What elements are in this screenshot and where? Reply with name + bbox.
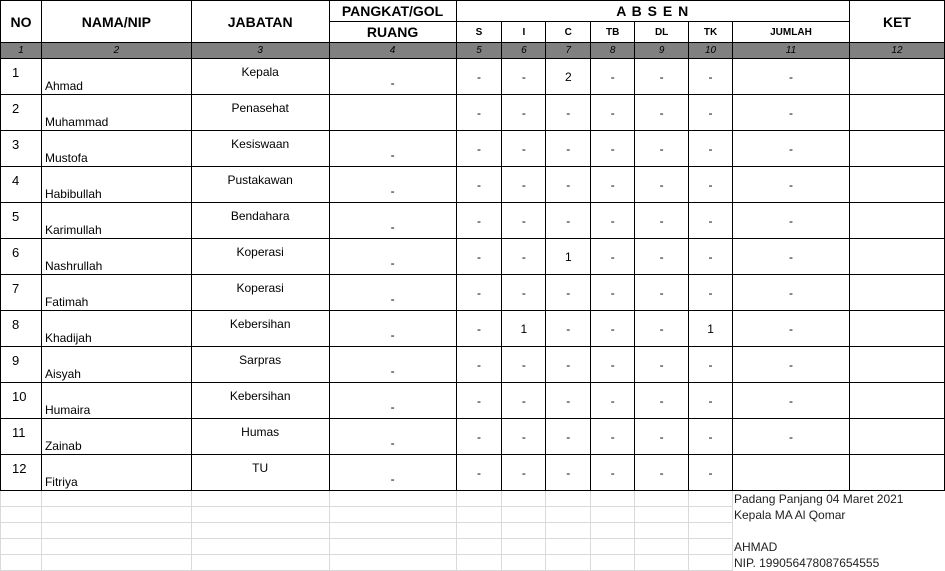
cell-pangkat[interactable]: - [329, 167, 456, 203]
cell-no[interactable]: 10 [1, 383, 42, 419]
cell-dl[interactable]: - [635, 131, 689, 167]
empty-cell[interactable] [689, 555, 733, 571]
cell-i[interactable]: - [502, 347, 546, 383]
cell-tk[interactable]: - [689, 131, 733, 167]
header-nama[interactable]: NAMA/NIP [41, 1, 191, 43]
cell-pangkat[interactable]: - [329, 275, 456, 311]
cell-i[interactable]: - [502, 239, 546, 275]
cell-nama[interactable]: Fatimah [41, 275, 191, 311]
empty-cell[interactable] [1, 523, 42, 539]
cell-i[interactable]: 1 [502, 311, 546, 347]
cell-jumlah[interactable]: - [733, 95, 850, 131]
header-no[interactable]: NO [1, 1, 42, 43]
cell-dl[interactable]: - [635, 311, 689, 347]
cell-s[interactable]: - [456, 203, 502, 239]
empty-cell[interactable] [191, 555, 329, 571]
empty-cell[interactable] [502, 507, 546, 523]
header-jumlah[interactable]: JUMLAH [733, 22, 850, 43]
cell-i[interactable]: - [502, 167, 546, 203]
table-row [1, 419, 945, 455]
empty-cell[interactable] [635, 523, 689, 539]
cell-tb[interactable]: - [591, 311, 635, 347]
cell-ket[interactable] [849, 419, 944, 455]
empty-cell[interactable] [591, 523, 635, 539]
table-row [1, 239, 945, 275]
empty-cell[interactable] [456, 491, 502, 507]
cell-tb[interactable]: - [591, 59, 635, 95]
signature-row [1, 523, 945, 539]
cell-pangkat[interactable]: - [329, 239, 456, 275]
cell-c[interactable]: - [546, 167, 591, 203]
cell-jabatan[interactable]: Kesiswaan [191, 131, 329, 167]
cell-pangkat[interactable]: - [329, 419, 456, 455]
cell-dl[interactable]: - [635, 59, 689, 95]
empty-cell[interactable] [456, 523, 502, 539]
cell-jabatan[interactable]: Kebersihan [191, 311, 329, 347]
cell-tk[interactable]: - [689, 203, 733, 239]
cell-no[interactable]: 8 [1, 311, 42, 347]
empty-cell[interactable] [191, 523, 329, 539]
cell-jumlah[interactable]: - [733, 383, 850, 419]
empty-cell[interactable] [502, 555, 546, 571]
cell-jabatan[interactable]: Kebersihan [191, 383, 329, 419]
cell-tk[interactable]: - [689, 455, 733, 491]
signature-row [1, 539, 945, 555]
cell-c[interactable]: - [546, 383, 591, 419]
cell-jumlah[interactable]: - [733, 347, 850, 383]
cell-c[interactable]: - [546, 203, 591, 239]
cell-s[interactable]: - [456, 59, 502, 95]
header-ket[interactable]: KET [849, 1, 944, 43]
cell-jabatan[interactable]: Humas [191, 419, 329, 455]
cell-no[interactable]: 11 [1, 419, 42, 455]
cell-c[interactable]: - [546, 347, 591, 383]
cell-tb[interactable]: - [591, 95, 635, 131]
cell-nama[interactable]: Aisyah [41, 347, 191, 383]
cell-i[interactable]: - [502, 203, 546, 239]
empty-cell[interactable] [591, 539, 635, 555]
cell-tk[interactable]: 1 [689, 311, 733, 347]
cell-tk[interactable]: - [689, 383, 733, 419]
signature-nip[interactable]: NIP. 199056478087654555 [734, 555, 880, 570]
table-row [1, 275, 945, 311]
cell-i[interactable]: - [502, 95, 546, 131]
signature-row [1, 555, 945, 571]
header-c[interactable]: C [546, 22, 591, 43]
empty-cell[interactable] [41, 507, 191, 523]
cell-tb[interactable]: - [591, 347, 635, 383]
empty-cell[interactable] [1, 539, 42, 555]
header-tk[interactable]: TK [689, 22, 733, 43]
cell-pangkat[interactable]: - [329, 59, 456, 95]
cell-pangkat[interactable]: - [329, 311, 456, 347]
cell-no[interactable]: 12 [1, 455, 42, 491]
cell-dl[interactable]: - [635, 203, 689, 239]
cell-c[interactable]: 2 [546, 59, 591, 95]
empty-cell[interactable] [456, 507, 502, 523]
column-number[interactable]: 4 [329, 43, 456, 59]
cell-ket[interactable] [849, 167, 944, 203]
cell-c[interactable]: - [546, 131, 591, 167]
empty-cell[interactable] [329, 555, 456, 571]
cell-nama[interactable]: Fitriya [41, 455, 191, 491]
column-number[interactable]: 8 [591, 43, 635, 59]
cell-tb[interactable]: - [591, 383, 635, 419]
cell-tb[interactable]: - [591, 455, 635, 491]
header-ruang[interactable]: RUANG [329, 22, 456, 43]
cell-nama[interactable]: Karimullah [41, 203, 191, 239]
cell-c[interactable]: - [546, 95, 591, 131]
empty-cell[interactable] [329, 491, 456, 507]
cell-s[interactable]: - [456, 455, 502, 491]
empty-cell[interactable] [191, 507, 329, 523]
cell-no[interactable]: 9 [1, 347, 42, 383]
cell-pangkat[interactable]: - [329, 383, 456, 419]
cell-nama[interactable]: Nashrullah [41, 239, 191, 275]
column-number[interactable]: 3 [191, 43, 329, 59]
signature-row [1, 507, 945, 523]
cell-ket[interactable] [849, 203, 944, 239]
column-number[interactable]: 12 [849, 43, 944, 59]
table-row [1, 59, 945, 95]
cell-ket[interactable] [849, 131, 944, 167]
cell-jabatan[interactable]: Pustakawan [191, 167, 329, 203]
cell-tk[interactable]: - [689, 347, 733, 383]
empty-cell[interactable] [191, 491, 329, 507]
empty-cell[interactable] [41, 539, 191, 555]
cell-nama[interactable]: Humaira [41, 383, 191, 419]
signature-name[interactable]: AHMAD [734, 539, 778, 554]
cell-pangkat[interactable] [329, 95, 456, 131]
cell-ket[interactable] [849, 59, 944, 95]
cell-nama[interactable]: Muhammad [41, 95, 191, 131]
column-number-row [1, 43, 945, 59]
empty-cell[interactable] [689, 507, 733, 523]
empty-cell[interactable] [635, 491, 689, 507]
cell-no[interactable]: 4 [1, 167, 42, 203]
signature-blank[interactable] [733, 523, 945, 539]
cell-tk[interactable]: - [689, 275, 733, 311]
header-dl[interactable]: DL [635, 22, 689, 43]
cell-pangkat[interactable]: - [329, 347, 456, 383]
cell-s[interactable]: - [456, 419, 502, 455]
cell-s[interactable]: - [456, 239, 502, 275]
cell-dl[interactable]: - [635, 239, 689, 275]
cell-s[interactable]: - [456, 131, 502, 167]
cell-s[interactable]: - [456, 383, 502, 419]
empty-cell[interactable] [635, 555, 689, 571]
cell-jumlah[interactable]: - [733, 419, 850, 455]
empty-cell[interactable] [329, 539, 456, 555]
empty-cell[interactable] [329, 523, 456, 539]
cell-ket[interactable] [849, 275, 944, 311]
cell-jabatan[interactable]: TU [191, 455, 329, 491]
cell-dl[interactable]: - [635, 275, 689, 311]
cell-dl[interactable]: - [635, 455, 689, 491]
cell-dl[interactable]: - [635, 167, 689, 203]
cell-jumlah[interactable]: - [733, 59, 850, 95]
empty-cell[interactable] [1, 555, 42, 571]
empty-cell[interactable] [635, 507, 689, 523]
cell-c[interactable]: - [546, 419, 591, 455]
empty-cell[interactable] [546, 507, 591, 523]
cell-jumlah[interactable]: - [733, 131, 850, 167]
cell-c[interactable]: - [546, 311, 591, 347]
header-jabatan[interactable]: JABATAN [191, 1, 329, 43]
empty-cell[interactable] [329, 507, 456, 523]
cell-pangkat[interactable]: - [329, 455, 456, 491]
cell-tb[interactable]: - [591, 167, 635, 203]
empty-cell[interactable] [689, 539, 733, 555]
column-number[interactable]: 6 [502, 43, 546, 59]
empty-cell[interactable] [41, 491, 191, 507]
cell-no[interactable]: 3 [1, 131, 42, 167]
cell-ket[interactable] [849, 383, 944, 419]
cell-dl[interactable]: - [635, 347, 689, 383]
signature-row [1, 491, 945, 507]
empty-cell[interactable] [546, 555, 591, 571]
table-row [1, 383, 945, 419]
cell-i[interactable]: - [502, 419, 546, 455]
empty-cell[interactable] [1, 491, 42, 507]
cell-jabatan[interactable]: Koperasi [191, 239, 329, 275]
cell-s[interactable]: - [456, 347, 502, 383]
empty-cell[interactable] [546, 491, 591, 507]
cell-tb[interactable]: - [591, 239, 635, 275]
cell-jabatan[interactable]: Penasehat [191, 95, 329, 131]
cell-nama[interactable]: Mustofa [41, 131, 191, 167]
cell-pangkat[interactable]: - [329, 131, 456, 167]
column-number[interactable]: 7 [546, 43, 591, 59]
header-s[interactable]: S [456, 22, 502, 43]
cell-dl[interactable]: - [635, 95, 689, 131]
table-row [1, 311, 945, 347]
column-number[interactable]: 11 [733, 43, 850, 59]
cell-s[interactable]: - [456, 167, 502, 203]
cell-no[interactable]: 2 [1, 95, 42, 131]
empty-cell[interactable] [689, 491, 733, 507]
column-number[interactable]: 5 [456, 43, 502, 59]
cell-s[interactable]: - [456, 95, 502, 131]
cell-jabatan[interactable]: Koperasi [191, 275, 329, 311]
empty-cell[interactable] [456, 555, 502, 571]
cell-s[interactable]: - [456, 311, 502, 347]
cell-no[interactable]: 6 [1, 239, 42, 275]
cell-dl[interactable]: - [635, 419, 689, 455]
empty-cell[interactable] [546, 523, 591, 539]
cell-c[interactable]: - [546, 455, 591, 491]
empty-cell[interactable] [689, 523, 733, 539]
empty-cell[interactable] [41, 555, 191, 571]
column-number[interactable]: 1 [1, 43, 42, 59]
empty-cell[interactable] [1, 507, 42, 523]
table-row [1, 131, 945, 167]
cell-i[interactable]: - [502, 59, 546, 95]
cell-i[interactable]: - [502, 275, 546, 311]
cell-c[interactable]: - [546, 275, 591, 311]
table-row [1, 455, 945, 491]
cell-s[interactable]: - [456, 275, 502, 311]
cell-pangkat[interactable]: - [329, 203, 456, 239]
empty-cell[interactable] [502, 491, 546, 507]
signature-position[interactable]: Kepala MA Al Qomar [734, 507, 846, 522]
cell-ket[interactable] [849, 95, 944, 131]
cell-ket[interactable] [849, 347, 944, 383]
cell-tk[interactable]: - [689, 95, 733, 131]
empty-cell[interactable] [456, 539, 502, 555]
cell-nama[interactable]: Khadijah [41, 311, 191, 347]
empty-cell[interactable] [591, 507, 635, 523]
cell-i[interactable]: - [502, 383, 546, 419]
cell-c[interactable]: 1 [546, 239, 591, 275]
table-row [1, 347, 945, 383]
cell-no[interactable]: 1 [1, 59, 42, 95]
empty-cell[interactable] [546, 539, 591, 555]
cell-ket[interactable] [849, 239, 944, 275]
cell-tk[interactable]: - [689, 167, 733, 203]
cell-i[interactable]: - [502, 455, 546, 491]
cell-jumlah[interactable]: - [733, 203, 850, 239]
cell-jumlah[interactable] [733, 455, 850, 491]
cell-no[interactable]: 5 [1, 203, 42, 239]
table-row [1, 203, 945, 239]
header-absen[interactable]: A B S E N [456, 1, 849, 22]
cell-tb[interactable]: - [591, 131, 635, 167]
table-row [1, 95, 945, 131]
empty-cell[interactable] [635, 539, 689, 555]
column-number[interactable]: 9 [635, 43, 689, 59]
cell-jabatan[interactable]: Kepala [191, 59, 329, 95]
cell-nama[interactable]: Ahmad [41, 59, 191, 95]
cell-jabatan[interactable]: Bendahara [191, 203, 329, 239]
column-number[interactable]: 10 [689, 43, 733, 59]
empty-cell[interactable] [502, 539, 546, 555]
empty-cell[interactable] [591, 491, 635, 507]
cell-tk[interactable]: - [689, 59, 733, 95]
empty-cell[interactable] [41, 523, 191, 539]
cell-tk[interactable]: - [689, 239, 733, 275]
cell-ket[interactable] [849, 455, 944, 491]
header-pangkat[interactable]: PANGKAT/GOL [329, 1, 456, 22]
cell-tk[interactable]: - [689, 419, 733, 455]
cell-jumlah[interactable]: - [733, 311, 850, 347]
cell-dl[interactable]: - [635, 383, 689, 419]
cell-nama[interactable]: Habibullah [41, 167, 191, 203]
cell-jumlah[interactable]: - [733, 167, 850, 203]
cell-tb[interactable]: - [591, 275, 635, 311]
signature-place-date[interactable]: Padang Panjang 04 Maret 2021 [734, 491, 904, 506]
empty-cell[interactable] [191, 539, 329, 555]
cell-no[interactable]: 7 [1, 275, 42, 311]
cell-nama[interactable]: Zainab [41, 419, 191, 455]
empty-cell[interactable] [502, 523, 546, 539]
table-row [1, 167, 945, 203]
header-tb[interactable]: TB [591, 22, 635, 43]
cell-jumlah[interactable]: - [733, 239, 850, 275]
cell-tb[interactable]: - [591, 203, 635, 239]
cell-ket[interactable] [849, 311, 944, 347]
empty-cell[interactable] [591, 555, 635, 571]
cell-jabatan[interactable]: Sarpras [191, 347, 329, 383]
header-i[interactable]: I [502, 22, 546, 43]
cell-tb[interactable]: - [591, 419, 635, 455]
cell-jumlah[interactable]: - [733, 275, 850, 311]
column-number[interactable]: 2 [41, 43, 191, 59]
cell-i[interactable]: - [502, 131, 546, 167]
